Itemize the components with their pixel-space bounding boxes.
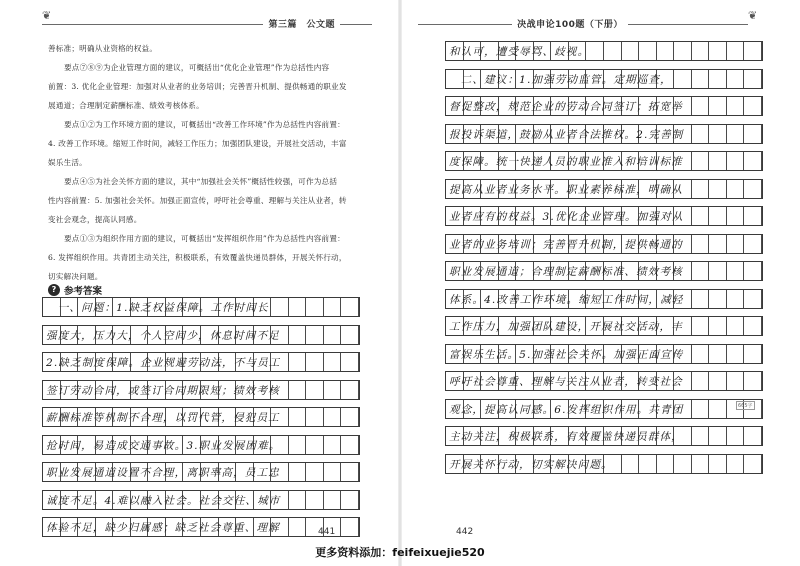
handwritten-line: 强度大，压力大，个人空间少，休息时间不足 [46, 329, 280, 342]
analysis-line: 要点①②为工作环境方面的建议，可概括出“改善工作环境”作为总括性内容前置： [64, 120, 345, 129]
handwritten-line: 体系。4.改善工作环境。缩短工作时间，减轻 [449, 293, 684, 306]
analysis-line: 要点④⑤为社会关怀方面的建议，其中“加强社会关怀”概括性较强，可作为总括 [64, 177, 338, 186]
handwritten-line: 观念，提高认同感。6.发挥组织作用。共青团 [449, 403, 684, 416]
grid-row [445, 96, 763, 116]
handwritten-line: 一、问题：1.缺乏权益保障。工作时间长 [46, 302, 269, 314]
grid-row [445, 41, 763, 61]
book-gutter [398, 0, 402, 566]
grid-row [445, 151, 763, 171]
analysis-line: 性内容前置：5. 加强社会关怀。加强正面宣传，呼吁社会尊重、理解与关注从业者，转 [48, 196, 347, 205]
analysis-line: 善标准；明确从业资格的权益。 [48, 44, 158, 53]
handwritten-line: 和认可，遭受辱骂、歧视。 [449, 46, 590, 58]
grid-row [42, 380, 360, 400]
handwritten-line: 体验不足，缺少归属感；缺乏社会尊重、理解 [46, 522, 280, 534]
grid-row [445, 69, 763, 89]
analysis-line: 要点⑦⑧⑨为企业管理方面的建议，可概括出“优化企业管理”作为总括性内容 [64, 63, 330, 72]
handwritten-line: 开展关怀行动，切实解决问题。 [449, 458, 613, 471]
fleur-ornament-icon: ❦ [42, 9, 52, 22]
handwritten-line: 职业发展通道；合理制定薪酬标准、绩效考核 [449, 266, 683, 278]
grid-row [445, 234, 763, 254]
handwritten-line: 督促整改，规范企业的劳动合同签订；拓宽举 [449, 101, 683, 113]
grid-row [445, 399, 763, 419]
handwritten-line: 职业发展通道设置不合理，离职率高，员工忠 [46, 467, 280, 479]
analysis-line: 变社会观念，提高认同感。 [48, 215, 142, 224]
page-number-left: 441 [318, 527, 336, 537]
handwritten-line: 2.缺乏制度保障。企业规避劳动法，不与员工 [46, 357, 281, 369]
handwritten-line: 呼吁社会尊重、理解与关注从业者，转变社会 [449, 376, 683, 388]
handwritten-line: 报投诉渠道，鼓励从业者合法维权。2.完善制 [449, 128, 684, 141]
grid-row [445, 344, 763, 364]
analysis-line: 要点①③为组织作用方面的建议，可概括出“发挥组织作用”作为总括性内容前置： [64, 234, 345, 243]
answer-grid-left [42, 297, 360, 545]
answer-heading [48, 283, 102, 297]
grid-row [42, 517, 360, 537]
grid-row [445, 454, 763, 474]
handwritten-line: 签订劳动合同，或签订合同期限短；绩效考核 [46, 384, 280, 397]
answer-title: 参考答案 [64, 286, 103, 297]
analysis-line: 前置：3. 优化企业管理：加强对从业者的业务培训；完善晋升机制、提供畅通的职业发 [48, 82, 347, 91]
grid-row [42, 407, 360, 427]
handwritten-line: 二、建议：1.加强劳动监管。定期巡查， [449, 73, 672, 86]
analysis-line: 切实解决问题。 [48, 272, 103, 281]
grid-row [42, 435, 360, 455]
handwritten-line: 诚度不足。4.难以融入社会。社会交往、城市 [46, 494, 281, 507]
grid-row [445, 316, 763, 336]
page-header [0, 5, 800, 33]
handwritten-line: 业者应有的权益。3.优化企业管理。加强对从 [449, 211, 684, 223]
analysis-line: 展通道；合理制定薪酬标准、绩效考核体系。 [48, 101, 204, 110]
handwritten-line: 工作压力，加强团队建设，开展社交活动，丰 [449, 321, 683, 333]
handwritten-line: 薪酬标准等机制不合理，以罚代管，侵犯员工 [46, 412, 280, 424]
fleur-ornament-icon: ❦ [748, 9, 758, 22]
word-count-badge: 665字 [738, 403, 753, 409]
analysis-line: 4. 改善工作环境。缩短工作时间，减轻工作压力；加强团队建设，开展社交活动，丰富 [48, 139, 347, 148]
grid-row [445, 261, 763, 281]
grid-row [42, 490, 360, 510]
grid-row [42, 462, 360, 482]
page-number-right: 442 [456, 527, 474, 537]
grid-row [445, 206, 763, 226]
handwritten-line: 抢时间，易造成交通事故。3.职业发展困难。 [46, 439, 281, 452]
header-left-title: 第三篇 公文题 [263, 20, 340, 30]
question-circle-icon: ? [48, 284, 60, 296]
grid-row [42, 352, 360, 372]
header-right-title: 决战申论100题（下册） [512, 20, 628, 30]
grid-row [42, 325, 360, 345]
analysis-line: 娱乐生活。 [48, 158, 87, 167]
answer-grid-right [445, 41, 763, 481]
handwritten-line: 提高从业者业务水平。职业素养标准，明确从 [449, 183, 683, 196]
grid-row [445, 426, 763, 446]
grid-row [445, 179, 763, 199]
analysis-text [48, 39, 353, 286]
handwritten-line: 业者的业务培训；完善晋升机制，提供畅通的 [449, 238, 683, 251]
handwritten-line: 主动关注，积极联系，有效覆盖快递员群体， [449, 431, 683, 443]
footer-note: 更多资料添加：feifeixuejie520 [315, 546, 485, 559]
grid-row [42, 297, 360, 317]
analysis-line: 6. 发挥组织作用。共青团主动关注，积极联系，有效覆盖快递员群体，开展关怀行动， [48, 253, 347, 262]
grid-row [445, 289, 763, 309]
handwritten-line: 度保障。统一快递人员的职业准入和培训标准 [449, 156, 683, 168]
grid-row [445, 124, 763, 144]
grid-row [445, 371, 763, 391]
handwritten-line: 富娱乐生活。5.加强社会关怀。加强正面宣传 [449, 348, 684, 361]
